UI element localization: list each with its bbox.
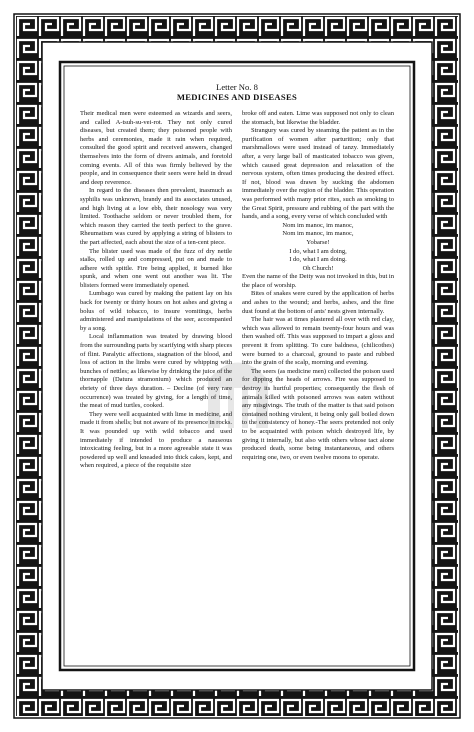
paragraph: broke off and eaten. Lime was supposed not only to clean the stomach, but likewise the bladder. (242, 110, 394, 126)
paragraph: Bites of snakes were cured by the application of herbs and ashes to the wound; and herbs, ashes, and the fine dust found at the bottom of ants' nests given internally. (242, 290, 394, 315)
paragraph: Local inflammation was treated by drawing blood from the surrounding parts by scarifying with sharp pieces of flint. Paralytic affections, stagnation of the blood, and loss of action in the limbs were cured by whipping with bunches of nettles; as likewise by drinking the juice of the thornapple (Datura stramonium) which produced an ebriety of three days duration. – Decline (of very rare occurrence) was treated by giving, for a length of time, the meat of mud turtles, cooked. (80, 333, 232, 410)
paragraph: Their medical men were esteemed as wizards and seers, and called A-tsuh-su-vei-rot. They not only cured diseases, but created them; they poisoned people with herbs and ceremonies, made it rain when required, consulted the good spirit and received answers, changed themselves into the form of divers animals, and foretold coming events. All of this was firmly believed by the people, and in consequence their seers were held in dread and deep reverence. (80, 110, 232, 186)
letter-number: Letter No. 8 (216, 82, 258, 92)
song-line: I do, what I am doing. (289, 256, 347, 264)
paragraph: Lumbago was cured by making the patient lay on his back for twenty or thirty hours on hot ashes and giving a bolus of wild tobacco, to insure vomitings, herbs administered and manipulations of the seer, accompanied by a song. (80, 290, 232, 332)
paragraph: The blister used was made of the fuzz of dry nettle stalks, rolled up and compressed, put on and made to adhere with spittle. Fire being applied, it burned like spunk, and when one went out another was lit. The blisters formed were immediately opened. (80, 247, 232, 289)
letter-page (80, 82, 394, 647)
right-column (242, 110, 394, 462)
song-line: Nom im manoc, im manoc, (282, 230, 354, 238)
song-line: I do, what I am doing, (289, 247, 347, 255)
paragraph: Even the name of the Deity was not invoked in this, but in the place of worship. (242, 273, 394, 289)
paragraph: They were well acquainted with lime in medicine, and made it from shells; but not aware of its presence in rocks. It was pounded up with wild tobacco and used immediately if intended to produce a nauseous intoxicating feeling, but in a more agreeable state it was powdered up well and kneaded into thick cakes, kept, and when required, a piece of the requisite size (80, 410, 232, 470)
letter-title: MEDICINES AND DISEASES (176, 92, 298, 102)
paragraph: In regard to the diseases then prevalent, inasmuch as syphilis was unknown, brandy and its associates unused, and high living at a low ebb, their nosology was very limited. Toothache seldom or never troubled them, for which reason they carried the teeth perfect to the grave. Rheumatism was cured by applying a string of blisters to the part affected, each about the size of a ten-cent piece. (80, 187, 232, 246)
song-line: Oh Church! (302, 264, 334, 272)
paragraph: Strangury was cured by steaming the patient as in the purification of women after parturition; only that marshmallows were used instead of tanzy. Immediately after, a very large ball of masticated tobacco was given, which caused great depression and relaxation of the nervous system, often times producing the desired effect. If not, blood was drawn by sucking the abdomen immediately over the region of the bladder. This operation was performed with many prior rites, such as smoking to the Great Spirit, pressure and rubbing of the part with the hands, and a song, every verse of which concluded with (242, 127, 394, 221)
paragraph: The hair was at times plastered all over with red clay, which was allowed to remain twenty-four hours and was then washed off. This was supposed to impart a gloss and prevent it from splitting. To cure baldness, (chilicothes) were burned to a charcoal, ground to paste and rubbed into the grain of the scalp, morning and evening. (242, 316, 394, 367)
left-column (80, 110, 232, 471)
song-line: Yobarse! (306, 238, 330, 246)
song-line: Nom im manoc, im manoc, (282, 221, 354, 229)
paragraph: The seers (as medicine men) collected the poison used for dipping the heads of arrows. Fire was supposed to destroy its hurtful properties; consequently the flesh of animals killed with poisoned arrows was eaten without any misgivings. The truth of the matter is that said poison contained nothing virulent, it being only gall boiled down to the consistency of honey.-The seers pretended not only to be acquainted with poison which destroyed life, by giving it internally, but also with others whose tact alone produced death, some being instantaneous, and others requiring one, two, or even twelve moons to operate. (242, 367, 394, 461)
